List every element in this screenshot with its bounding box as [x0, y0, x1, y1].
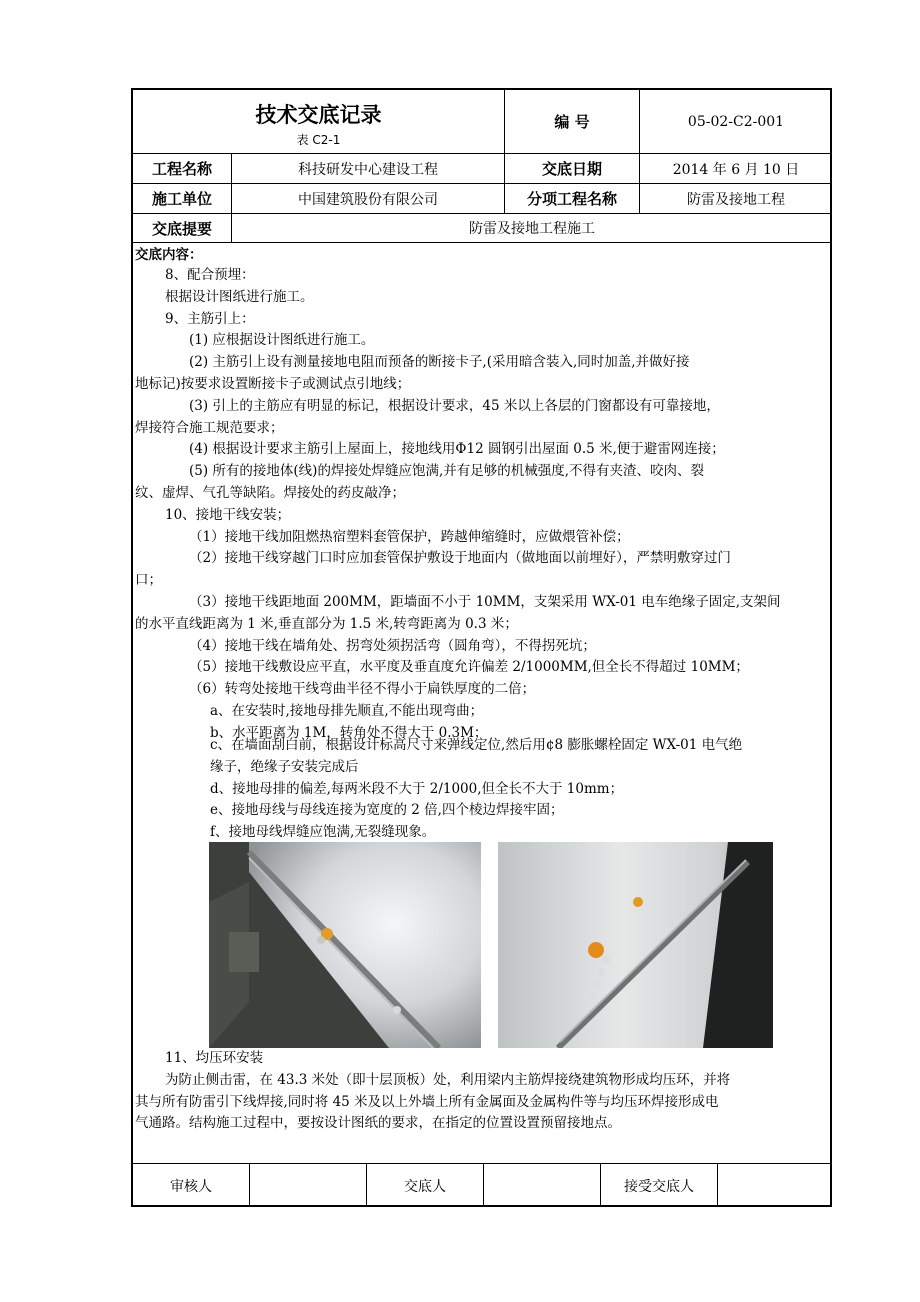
receiver-signature[interactable] [718, 1164, 832, 1207]
page-title: 技术交底记录 [255, 103, 382, 127]
content-lines-top [135, 265, 828, 745]
project-value: 科技研发中心建设工程 [298, 161, 438, 178]
content-lines-mid [135, 735, 828, 844]
reviewer-signature[interactable] [250, 1164, 366, 1207]
content-line: （1）接地干线加阻燃热宿塑料套管保护，跨越伸缩缝时，应做煨管补偿； [189, 528, 630, 545]
content-mid [135, 735, 828, 844]
title-block [133, 90, 504, 153]
content-line: （3）接地干线距地面 200MM，距墙面不小于 10MM，支架采用 WX-01 电车绝缘子固定,支架间 [189, 593, 781, 610]
content-line: 地标记)按要求设置断接卡子或测试点引地线； [135, 375, 411, 392]
content-line: d、接地母排的偏差,每两米段不大于 2/1000,但全长不大于 10mm； [210, 780, 624, 797]
content-line: b、水平距离为 1M，转角处不得大于 0.3M； [210, 724, 488, 741]
content-line: 纹、虚焊、气孔等缺陷。焊接处的药皮敲净； [135, 484, 405, 501]
subproject-value: 防雷及接地工程 [687, 191, 785, 208]
content-line: (3) 引上的主筋应有明显的标记，根据设计要求，45 米以上各层的门窗都设有可靠接地， [189, 397, 720, 414]
number-value: 05-02-C2-001 [687, 113, 785, 130]
content-line: （4）接地干线在墙角处、拐弯处须拐活弯（圆角弯），不得拐死坑； [189, 637, 596, 654]
form-code: 表 C2-1 [296, 133, 341, 147]
content-line: (2) 主筋引上设有测量接地电阻而预备的断接卡子,(采用暗含装入,同时加盖,并做好接 [189, 354, 690, 371]
content-line: （6）转弯处接地干线弯曲半径不得小于扁铁厚度的二倍； [189, 681, 536, 698]
content-line: 10、接地干线安装； [165, 506, 291, 523]
date-value: 2014 年 6 月 10 日 [672, 161, 800, 178]
content-line: 口； [135, 572, 162, 589]
content-line: c、在墙面刮白前，根据设计标高尺寸来弹线定位,然后用¢8 膨胀螺栓固定 WX-01 电气绝 [210, 737, 743, 753]
content-line: （2）接地干线穿越门口时应加套管保护敷设于地面内（做地面以前埋好），严禁明敷穿过门 [189, 550, 731, 567]
photo-grounding-wall [498, 842, 773, 1048]
summary-label: 交底提要 [151, 219, 212, 238]
row-line [133, 242, 830, 243]
content-line: （5）接地干线敷设应平直，水平度及垂直度允许偏差 2/1000MM,但全长不得超过 10MM； [189, 659, 749, 676]
presenter-signature[interactable] [484, 1164, 600, 1207]
content-line: a、在安装时,接地母排先顺直,不能出现弯曲； [210, 702, 484, 719]
content-line: 根据设计图纸进行施工。 [165, 288, 314, 305]
content-line: 缘子，绝缘子安装完成后 [210, 758, 359, 775]
content-line: (5) 所有的接地体(线)的焊接处焊缝应饱满,并有足够的机械强度,不得有夹渣、咬肉、裂 [189, 463, 705, 480]
unit-value: 中国建筑股份有限公司 [298, 191, 438, 208]
content-line: 为防止侧击雷，在 43.3 米处（即十层顶板）处，利用梁内主筋焊接绕建筑物形成均压环，并将 [165, 1071, 731, 1088]
presenter-label: 交底人 [404, 1178, 446, 1195]
content-top [135, 245, 828, 745]
subproject-label: 分项工程名称 [526, 190, 617, 208]
unit-label: 施工单位 [151, 190, 212, 208]
content-line: 的水平直线距离为 1 米,垂直部分为 1.5 米,转弯距离为 0.3 米； [135, 615, 518, 632]
receiver-label: 接受交底人 [624, 1178, 694, 1195]
summary-value: 防雷及接地工程施工 [469, 221, 595, 237]
content-bottom [135, 1048, 828, 1135]
reviewer-label: 审核人 [170, 1178, 212, 1195]
content-line: 焊接符合施工规范要求； [135, 419, 284, 436]
content-line: 11、均压环安装 [165, 1050, 264, 1066]
content-line: (4) 根据设计要求主筋引上屋面上，接地线用Φ12 圆钢引出屋面 0.5 米,便于避雷网连接； [189, 441, 725, 458]
content-line: 其与所有防雷引下线焊接,同时将 45 米及以上外墙上所有金属面及金属构件等与均压环焊接形成电 [135, 1093, 719, 1110]
project-label: 工程名称 [151, 160, 212, 178]
record-sheet [131, 88, 832, 1207]
content-line: 8、配合预埋： [165, 267, 255, 283]
content-line: f、接地母线焊缝应饱满,无裂缝现象。 [210, 824, 436, 841]
content-line: e、接地母线与母线连接为宽度的 2 倍,四个棱边焊接牢固； [210, 802, 564, 819]
content-line: 9、主筋引上： [165, 310, 255, 327]
number-label: 编 号 [554, 113, 590, 131]
content-lines-bottom [135, 1048, 828, 1135]
photo-grounding-corner [209, 842, 481, 1048]
photo-image [209, 842, 481, 1048]
photo-image [498, 842, 773, 1048]
content-heading: 交底内容： [135, 247, 203, 263]
content-line: 气通路。结构施工过程中，要按设计图纸的要求，在指定的位置设置预留接地点。 [135, 1115, 621, 1132]
date-label: 交底日期 [541, 160, 602, 178]
content-line: (1) 应根据设计图纸进行施工。 [189, 332, 375, 349]
